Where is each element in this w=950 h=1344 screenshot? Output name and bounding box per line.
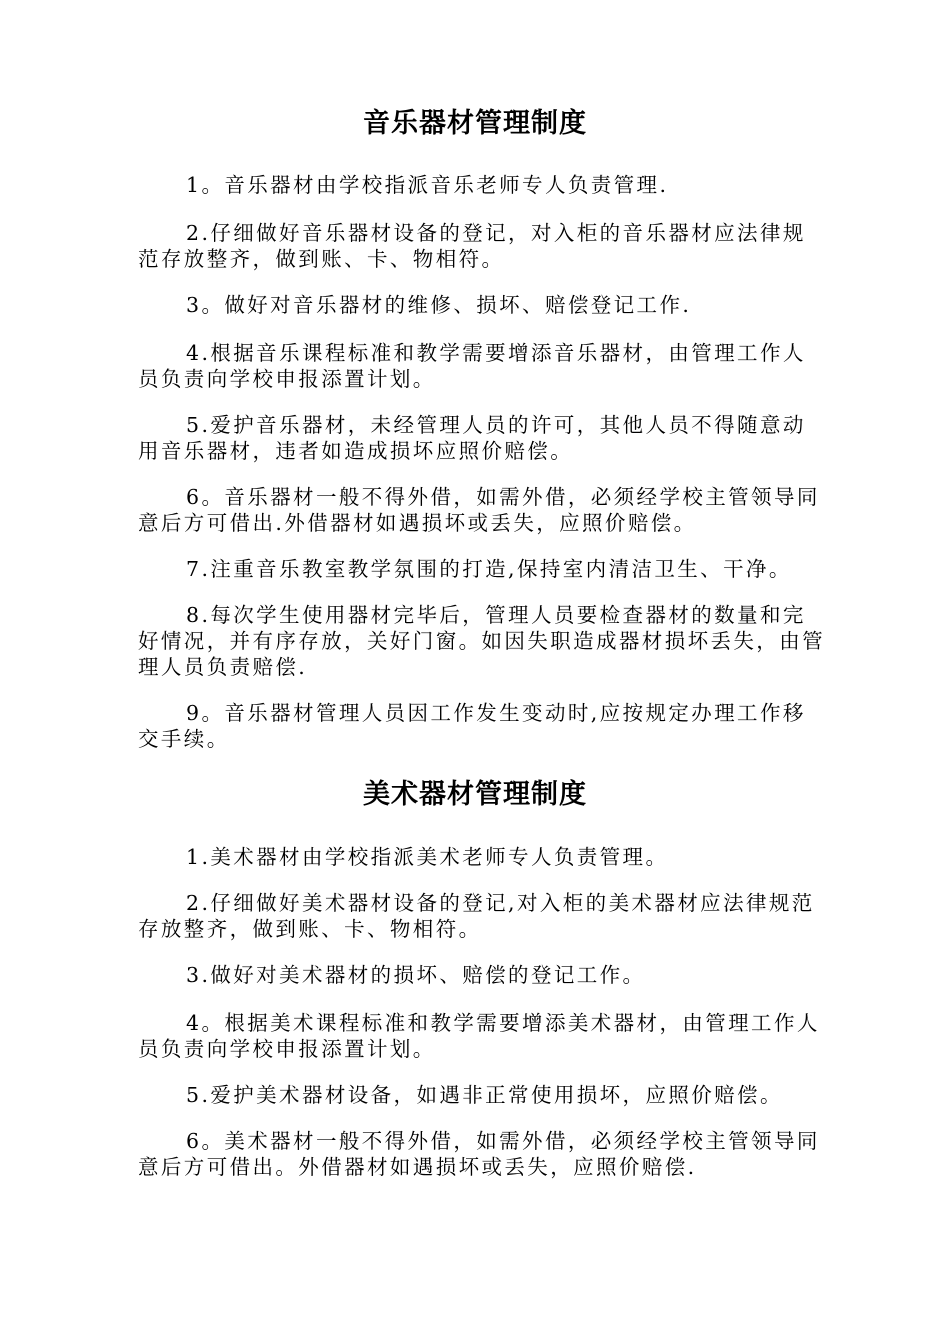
art-rule-3: 3.做好对美术器材的损坏、赔偿的登记工作。 — [186, 963, 646, 987]
music-rule-9: 9。音乐器材管理人员因工作发生变动时,应按规定办理工作移交手续。 — [138, 701, 806, 751]
music-rule-5: 5.爱护音乐器材，未经管理人员的许可，其他人员不得随意动用音乐器材，违者如造成损坏应照价赔偿。 — [138, 413, 806, 463]
music-rule-8: 8.每次学生使用器材完毕后，管理人员要检查器材的数量和完好情况，并有序存放，关好门窗。如因失职造成器材损坏丢失，由管理人员负责赔偿. — [138, 603, 825, 679]
music-section-title: 音乐器材管理制度 — [363, 108, 587, 139]
music-rule-7: 7.注重音乐教室教学氛围的打造,保持室内清洁卫生、干净。 — [186, 557, 792, 581]
music-rule-4: 4.根据音乐课程标准和教学需要增添音乐器材，由管理工作人员负责向学校申报添置计划。 — [138, 341, 806, 391]
art-rule-5: 5.爱护美术器材设备，如遇非正常使用损坏，应照价赔偿。 — [186, 1083, 783, 1107]
music-rule-6: 6。音乐器材一般不得外借，如需外借，必须经学校主管领导同意后方可借出.外借器材如遇损坏或丢失，应照价赔偿。 — [138, 485, 820, 535]
music-rule-3: 3。做好对音乐器材的维修、损坏、赔偿登记工作. — [186, 293, 692, 317]
music-rule-2: 2.仔细做好音乐器材设备的登记，对入柜的音乐器材应法律规范存放整齐，做到账、卡、物相符。 — [138, 221, 806, 271]
music-rule-1: 1。音乐器材由学校指派音乐老师专人负责管理. — [186, 173, 669, 197]
art-rule-6: 6。美术器材一般不得外借，如需外借，必须经学校主管领导同意后方可借出。外借器材如遇损坏或丢失，应照价赔偿. — [138, 1129, 820, 1179]
art-rule-1: 1.美术器材由学校指派美术老师专人负责管理。 — [186, 845, 669, 869]
art-rule-2: 2.仔细做好美术器材设备的登记,对入柜的美术器材应法律规范存放整齐，做到账、卡、物相符。 — [138, 891, 815, 941]
art-rule-4: 4。根据美术课程标准和教学需要增添美术器材，由管理工作人员负责向学校申报添置计划。 — [138, 1011, 820, 1061]
art-section-title: 美术器材管理制度 — [363, 779, 587, 810]
